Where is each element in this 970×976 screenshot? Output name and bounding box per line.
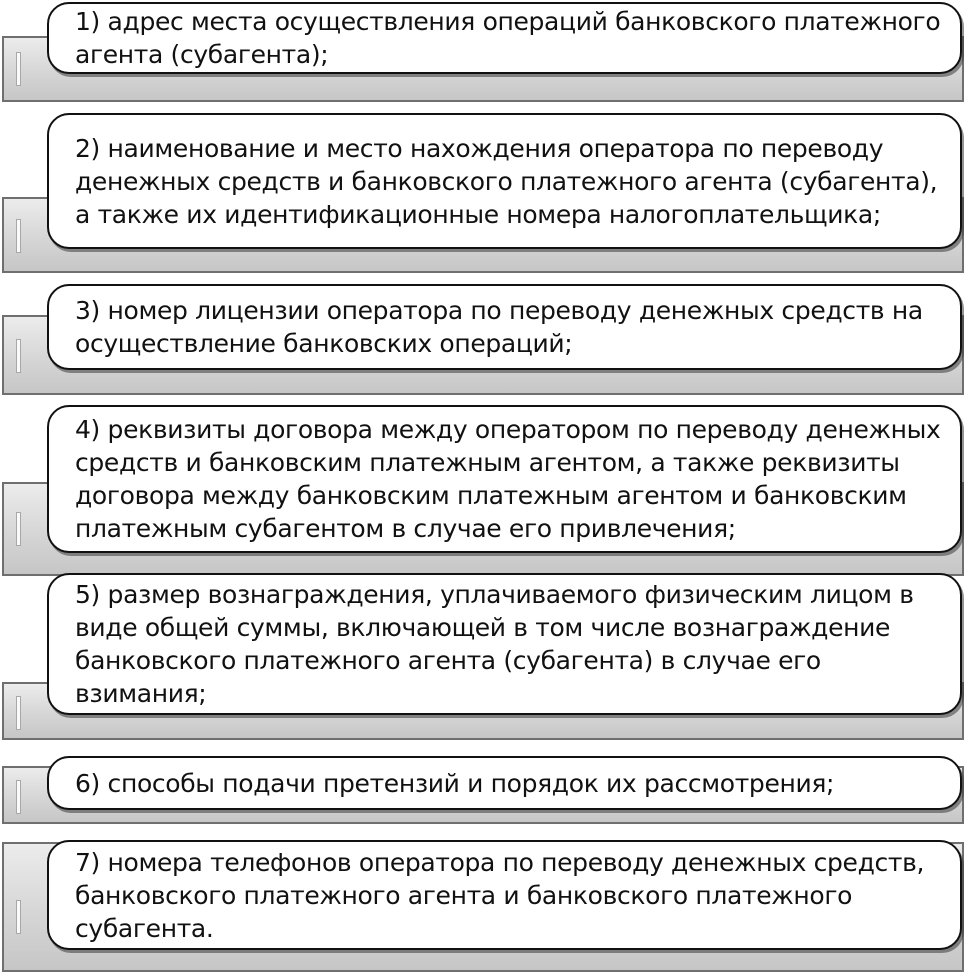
item-1-card bbox=[47, 2, 962, 74]
item-7-text: 7) номера телефонов оператора по переводу денежных средств, банковского платежного агента и банковского платежного субагента. bbox=[75, 847, 925, 943]
item-6-marker bbox=[16, 780, 21, 814]
item-4-card bbox=[47, 405, 962, 553]
item-6-text: 6) способы подачи претензий и порядок их рассмотрения; bbox=[75, 768, 835, 798]
item-7-card bbox=[47, 840, 962, 950]
item-5-marker bbox=[16, 696, 21, 730]
item-4-marker bbox=[16, 512, 21, 546]
item-2-card bbox=[47, 113, 962, 249]
item-3-marker bbox=[16, 339, 21, 373]
item-1-marker bbox=[16, 52, 21, 86]
item-5-card bbox=[47, 573, 962, 715]
item-6-card bbox=[47, 756, 962, 810]
item-7-marker bbox=[16, 900, 21, 934]
item-5-text: 5) размер вознаграждения, уплачиваемого физическим лицом в виде общей суммы, включающей в том числе вознаграждение банковского платежного агента (субагента) в случае его взимания; bbox=[75, 580, 914, 708]
item-3-text: 3) номер лицензии оператора по переводу денежных средств на осуществление банковских операций; bbox=[75, 296, 923, 358]
item-3-card bbox=[47, 284, 962, 370]
item-2-marker bbox=[16, 219, 21, 253]
item-4-text: 4) реквизиты договора между оператором по переводу денежных средств и банковским платежным агентом, а также реквизиты договора между банковским платежным агентом и банковским платежным субагентом в случае его привлечения; bbox=[75, 415, 941, 543]
item-2-text: 2) наименование и место нахождения оператора по переводу денежных средств и банковского платежного агента (субагента), а также их идентификационные номера налогоплательщика; bbox=[75, 133, 938, 229]
item-1-text: 1) адрес места осуществления операций банковского платежного агента (субагента); bbox=[75, 7, 941, 69]
